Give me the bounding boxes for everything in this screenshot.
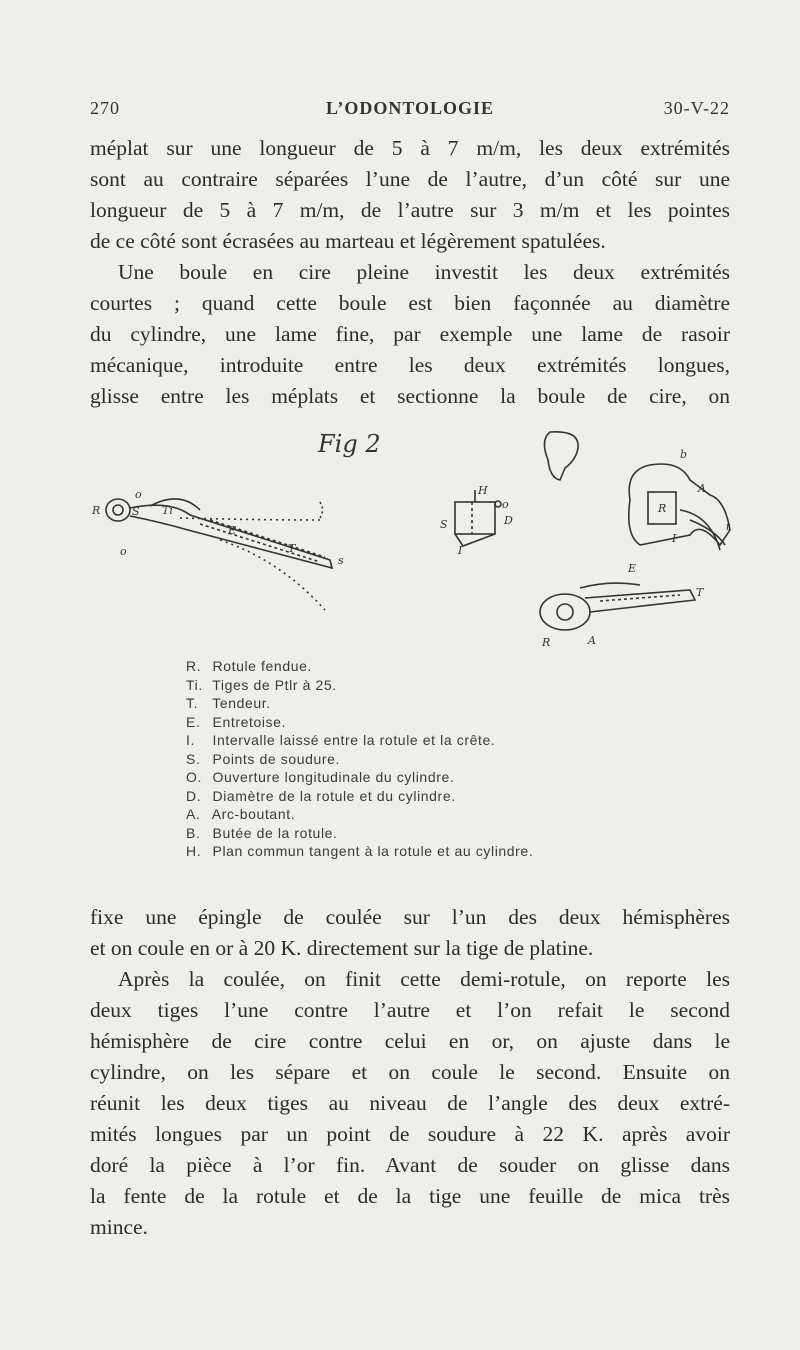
text-line: fixe une épingle de coulée sur l’un des deux hémisphères: [90, 905, 730, 929]
label-b-crown: b: [680, 448, 688, 461]
text-line: cylindre, on les sépare et on coule le second. Ensuite on: [90, 1060, 730, 1084]
legend-item: D. Diamètre de la rotule et du cylindre.: [186, 787, 456, 804]
text-line: doré la pièce à l’or fin. Avant de souder on glisse dans: [90, 1153, 730, 1177]
dotted-line-lower: [220, 540, 325, 610]
text-line: longueur de 5 à 7 m/m, de l’autre sur 3 m/m et les pointes: [90, 198, 730, 222]
drawing-cylinder: [455, 432, 578, 546]
key-ball: [540, 594, 590, 630]
label-a-key: A: [588, 634, 596, 647]
running-header: [90, 98, 730, 126]
legend-item: O. Ouverture longitudinale du cylindre.: [186, 769, 455, 785]
text-line: de ce côté sont écrasées au marteau et légèrement spatulées.: [90, 229, 606, 253]
paragraph-continued-after-figure: [90, 902, 730, 964]
text-line: et on coule en or à 20 K. directement sur la tige de platine.: [90, 936, 594, 960]
legend-item: S. Points de soudure.: [186, 750, 341, 767]
crown-outline: [629, 464, 730, 545]
rod-hatching: [200, 524, 320, 562]
journal-title: L’ODONTOLOGIE: [325, 98, 495, 118]
figure-drawings: [80, 420, 740, 650]
legend-item: T. Tendeur.: [186, 695, 271, 711]
label-t-crown: t: [726, 520, 731, 533]
legend-item: A. Arc-boutant.: [186, 806, 296, 822]
label-e: E: [228, 524, 237, 537]
label-i-crown: I: [672, 532, 677, 545]
label-r: R: [92, 504, 101, 517]
label-a-crown: A: [698, 482, 706, 495]
paragraph: [90, 257, 730, 412]
legend-item: E. Entretoise.: [186, 713, 287, 730]
label-r-key: R: [542, 636, 551, 649]
label-d: D: [504, 514, 513, 527]
text-line: Une boule en cire pleine investit les deux extrémités: [118, 260, 730, 284]
text-line: sont au contraire séparées l’une de l’autre, d’un côté sur une: [90, 167, 730, 191]
paragraph-continued: [90, 133, 730, 257]
drawing-rod-assembly: [106, 499, 332, 610]
rotule-center: [113, 505, 123, 515]
text-line: réunit les deux tiges au niveau de l’angle des deux extré-: [90, 1091, 730, 1115]
cylinder-box: [455, 502, 495, 534]
text-line: Après la coulée, on finit cette demi-rotule, on reporte les: [118, 967, 730, 991]
issue-date: 30-V-22: [663, 98, 730, 118]
text-line: la fente de la rotule et de la tige une feuille de mica très: [90, 1184, 730, 1208]
text-line: méplat sur une longueur de 5 à 7 m/m, les deux extrémités: [90, 136, 730, 160]
text-line: mince.: [90, 1215, 148, 1239]
figure-title: Fig 2: [318, 430, 381, 458]
legend-item: B. Butée de la rotule.: [186, 824, 338, 841]
label-s: S: [132, 505, 140, 518]
rotule-ball: [106, 499, 130, 521]
legend-item: I. Intervalle laissé entre la rotule et la crête.: [186, 732, 496, 748]
label-ti: Ti: [162, 504, 173, 517]
legend-item: Ti. Tiges de Ptlr à 25.: [186, 676, 337, 693]
label-s2: s: [338, 554, 344, 567]
text-line: glisse entre les méplats et sectionne la boule de cire, on: [90, 384, 730, 408]
text-line: mécanique, introduite entre les deux extrémités longues,: [90, 353, 730, 377]
legend-item: H. Plan commun tangent à la rotule et au cylindre.: [186, 843, 534, 859]
text-line: deux tiges l’une contre l’autre et l’on refait le second: [90, 998, 730, 1022]
figure-2: [80, 420, 740, 650]
legend-item: R. Rotule fendue.: [186, 658, 312, 674]
label-i: I: [458, 544, 463, 557]
label-o: o: [135, 488, 142, 501]
drawing-crown: [629, 464, 730, 550]
paragraph: [90, 964, 730, 1243]
label-o3: o: [502, 498, 509, 511]
text-line: hémisphère de cire contre celui en or, on ajuste dans le: [90, 1029, 730, 1053]
label-t-key: T: [696, 586, 704, 599]
page-number: 270: [90, 98, 120, 118]
text-line: du cylindre, une lame fine, par exemple une lame de rasoir: [90, 322, 730, 346]
label-o2: o: [120, 545, 127, 558]
text-line: mités longues par un point de soudure à 22 K. après avoir: [90, 1122, 730, 1146]
label-r-crown: R: [658, 502, 667, 515]
label-t: T: [288, 542, 296, 555]
clip-shape: [544, 432, 578, 480]
drawing-key: [540, 583, 695, 630]
figure-legend: [186, 657, 666, 861]
text-line: courtes ; quand cette boule est bien façonnée au diamètre: [90, 291, 730, 315]
label-s-cyl: S: [440, 518, 448, 531]
label-h: H: [478, 484, 488, 497]
label-e-key: E: [628, 562, 637, 575]
